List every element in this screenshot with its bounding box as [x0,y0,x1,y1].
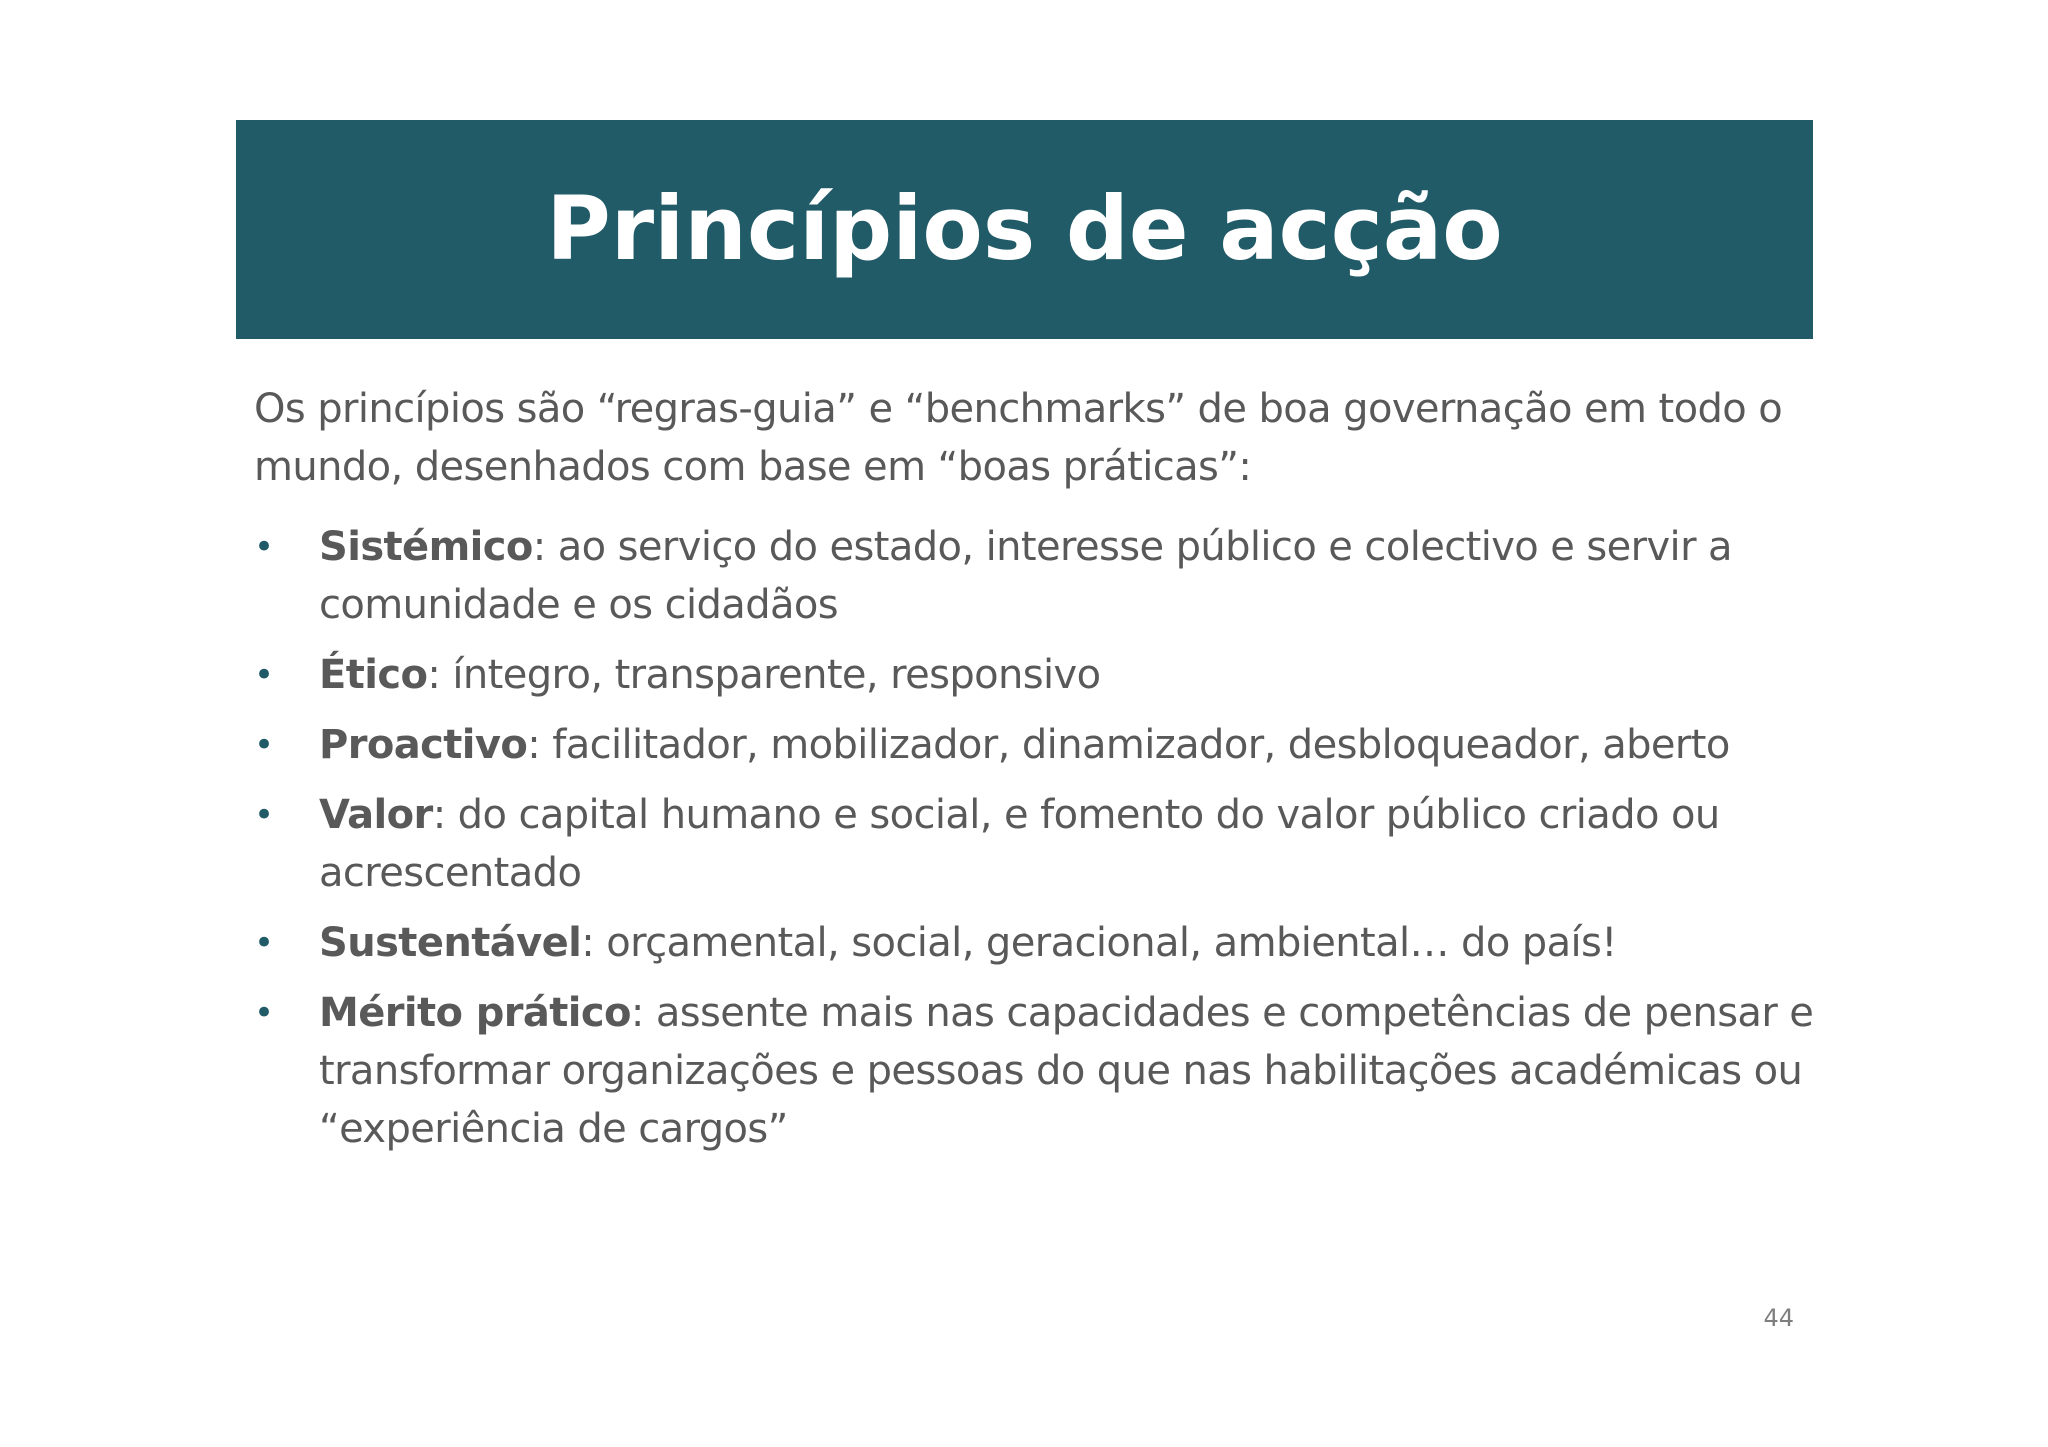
principle-description: : do capital humano e social, e fomento do valor público criado ou acrescentado [319,792,1720,896]
principle-description: : ao serviço do estado, interesse público e colectivo e servir a comunidade e os cidadãos [319,524,1732,628]
principle-term: Sistémico [319,524,533,570]
principles-list [254,518,1814,1158]
page-number: 44 [1763,1304,1794,1332]
principle-term: Valor [319,792,433,838]
principle-description: : facilitador, mobilizador, dinamizador, desbloqueador, aberto [527,722,1730,768]
list-item [254,518,1814,634]
bullet-icon: • [254,923,274,963]
principle-description: : assente mais nas capacidades e competências de pensar e transformar organizações e pessoas do que nas habilitações académicas ou “experiência de cargos” [319,990,1814,1152]
bullet-icon: • [254,655,274,695]
bullet-icon: • [254,993,274,1033]
intro-paragraph [254,380,1814,496]
intro-line-1: Os princípios são “regras-guia” e “benchmarks” de boa governação em todo o [254,386,1783,432]
slide-content [254,380,1814,1170]
list-item [254,914,1814,972]
principle-term: Ético [319,652,428,698]
bullet-icon: • [254,725,274,765]
intro-line-2: mundo, desenhados com base em “boas práticas”: [254,444,1252,490]
list-item [254,786,1814,902]
list-item [254,984,1814,1158]
title-bar [236,120,1813,339]
principle-term: Proactivo [319,722,528,768]
bullet-icon: • [254,795,274,835]
bullet-icon: • [254,527,274,567]
slide-title: Princípios de acção [546,176,1503,280]
principle-term: Mérito prático [319,990,631,1036]
principle-term: Sustentável [319,920,582,966]
principle-description: : íntegro, transparente, responsivo [427,652,1101,698]
list-item [254,716,1814,774]
principle-description: : orçamental, social, geracional, ambiental… do país! [581,920,1617,966]
list-item [254,646,1814,704]
